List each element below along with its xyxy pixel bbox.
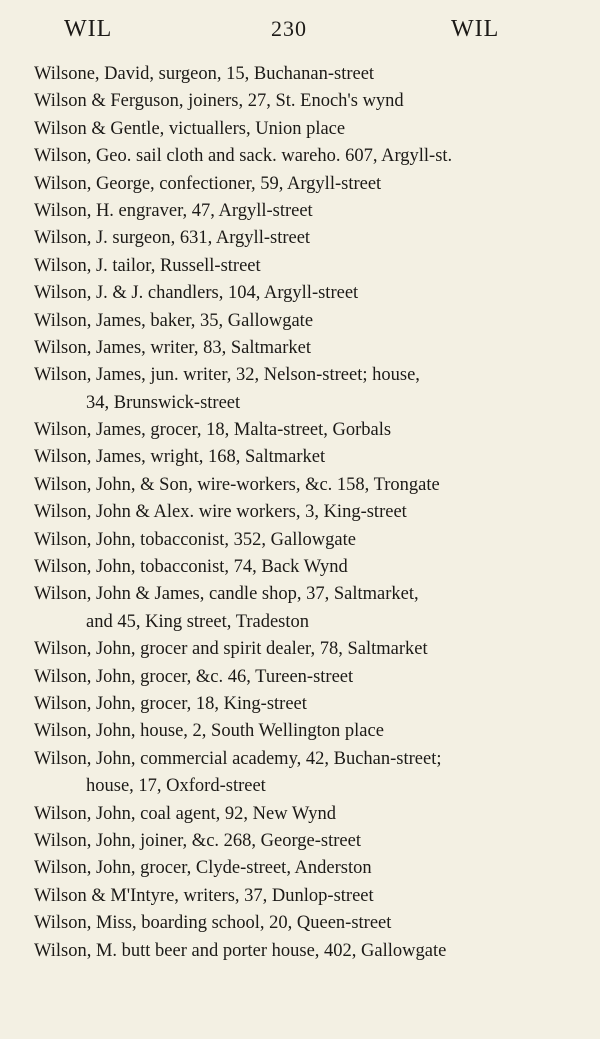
directory-entry	[0, 691, 600, 718]
entry-text: Wilson, James, writer, 83, Saltmarket	[34, 337, 311, 358]
directory-entry	[0, 828, 600, 855]
entry-text: Wilson, James, jun. writer, 32, Nelson-street; house,	[34, 365, 420, 386]
entry-text: Wilson, George, confectioner, 59, Argyll-street	[34, 173, 382, 194]
entry-text: Wilson, James, baker, 35, Gallowgate	[34, 310, 314, 331]
directory-entry	[0, 253, 600, 280]
directory-entry	[0, 308, 600, 335]
directory-entry	[0, 417, 600, 444]
entry-text: Wilson, John, grocer, &c. 46, Tureen-street	[34, 666, 354, 687]
entry-text: Wilson, James, wright, 168, Saltmarket	[34, 447, 326, 468]
directory-entry	[0, 116, 600, 143]
entry-text: Wilson, John & Alex. wire workers, 3, King-street	[34, 502, 407, 523]
directory-entry	[0, 938, 600, 965]
directory-entry	[0, 636, 600, 663]
entry-text: Wilson, John, house, 2, South Wellington place	[34, 721, 384, 742]
entry-text: Wilson, Geo. sail cloth and sack. wareho. 607, Argyll-st.	[34, 146, 453, 167]
entry-text: Wilson, J. tailor, Russell-street	[34, 255, 261, 276]
entry-text: Wilson, Miss, boarding school, 20, Queen-street	[34, 913, 392, 934]
entry-text: Wilson, John & James, candle shop, 37, Saltmarket,	[34, 584, 419, 605]
directory-entry	[0, 198, 600, 225]
entry-text: Wilson, John, grocer and spirit dealer, 78, Saltmarket	[34, 639, 428, 660]
entry-continuation: 34, Brunswick-street	[86, 392, 241, 413]
directory-entry	[0, 664, 600, 691]
entry-text: Wilson & Gentle, victuallers, Union place	[34, 118, 346, 139]
directory-entry	[0, 581, 600, 636]
directory-entry	[0, 171, 600, 198]
entry-text: Wilson, John, tobacconist, 352, Gallowgate	[34, 529, 356, 550]
entry-text: Wilson, M. butt beer and porter house, 402, Gallowgate	[34, 940, 447, 961]
running-head-left: WIL	[64, 16, 113, 42]
directory-entry	[0, 883, 600, 910]
entry-continuation: house, 17, Oxford-street	[86, 776, 266, 797]
directory-entry	[0, 472, 600, 499]
directory-entries	[0, 61, 600, 965]
entry-text: Wilson, John, grocer, 18, King-street	[34, 694, 307, 715]
directory-entry	[0, 225, 600, 252]
directory-entry	[0, 444, 600, 471]
entry-text: Wilson, H. engraver, 47, Argyll-street	[34, 200, 313, 221]
directory-entry	[0, 718, 600, 745]
directory-entry	[0, 746, 600, 801]
entry-text: Wilsone, David, surgeon, 15, Buchanan-street	[34, 64, 375, 84]
directory-entry	[0, 143, 600, 170]
directory-entry	[0, 61, 600, 88]
directory-entry	[0, 855, 600, 882]
directory-entry	[0, 801, 600, 828]
directory-entry	[0, 362, 600, 417]
running-head-right: WIL	[451, 16, 500, 42]
entry-text: Wilson, John, & Son, wire-workers, &c. 158, Trongate	[34, 474, 440, 495]
entry-text: Wilson & Ferguson, joiners, 27, St. Enoch's wynd	[34, 91, 404, 112]
directory-entry	[0, 335, 600, 362]
entry-continuation: and 45, King street, Tradeston	[86, 611, 310, 632]
entry-text: Wilson & M'Intyre, writers, 37, Dunlop-street	[34, 885, 374, 906]
directory-entry	[0, 280, 600, 307]
entry-text: Wilson, John, commercial academy, 42, Buchan-street;	[34, 748, 442, 769]
entry-text: Wilson, J. surgeon, 631, Argyll-street	[34, 228, 311, 249]
page-header	[0, 16, 600, 48]
directory-entry	[0, 554, 600, 581]
entry-text: Wilson, J. & J. chandlers, 104, Argyll-street	[34, 283, 359, 304]
directory-entry	[0, 910, 600, 937]
directory-entry	[0, 499, 600, 526]
entry-text: Wilson, John, grocer, Clyde-street, Anderston	[34, 858, 372, 879]
entry-text: Wilson, John, coal agent, 92, New Wynd	[34, 803, 336, 824]
entry-text: Wilson, John, joiner, &c. 268, George-street	[34, 830, 361, 851]
directory-entry	[0, 527, 600, 554]
page-number: 230	[271, 16, 307, 41]
entry-text: Wilson, John, tobacconist, 74, Back Wynd	[34, 557, 348, 578]
directory-entry	[0, 88, 600, 115]
entry-text: Wilson, James, grocer, 18, Malta-street, Gorbals	[34, 420, 392, 441]
